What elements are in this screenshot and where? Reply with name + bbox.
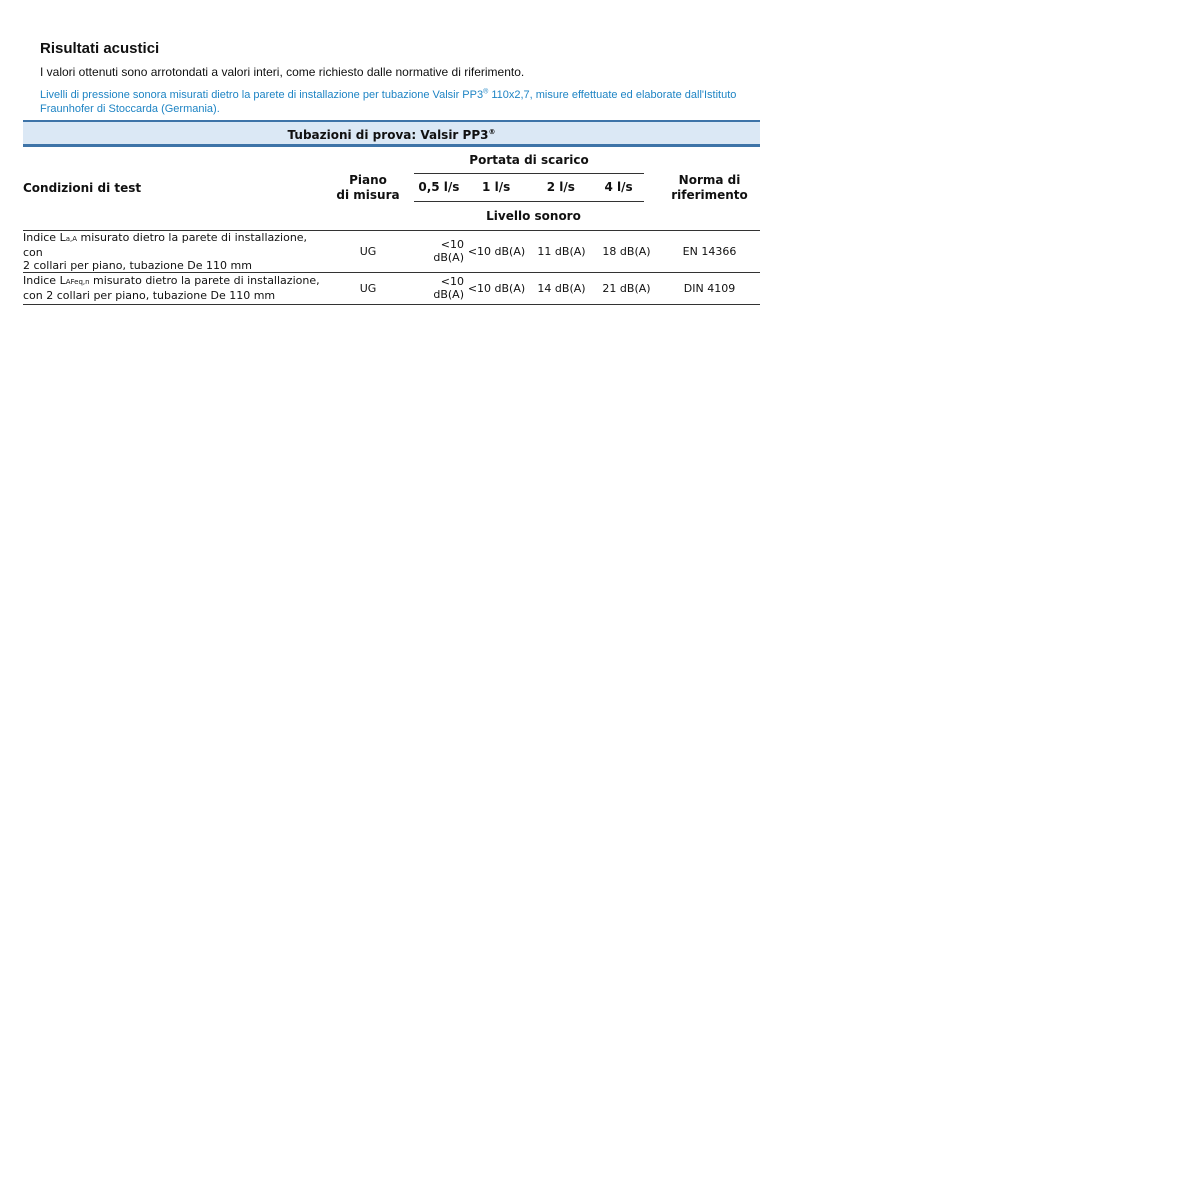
row-1-value-0-5: <10 dB(A) [408, 230, 464, 272]
section-title: Risultati acustici [40, 40, 160, 57]
flow-4: 4 l/s [604, 180, 633, 194]
table-caption [40, 89, 760, 116]
caption-text-2: 110x2,7, misure effettuate ed elaborate dall'Istituto Fraunhofer di Stoccarda (Germania). [40, 89, 737, 115]
flow-1: 1 l/s [482, 180, 511, 194]
row-1-cond-pre: Indice L [23, 230, 66, 244]
header-piano-line2: di misura [336, 188, 400, 203]
flow-2: 2 l/s [546, 180, 575, 194]
header-row-flow [23, 147, 760, 174]
row-1-value-4: 18 dB(A) [594, 230, 659, 272]
table-title: Tubazioni di prova: Valsir PP3 [287, 128, 489, 142]
row-1-piano: UG [328, 230, 408, 272]
flow-values-row [414, 174, 644, 202]
row-2-norm: DIN 4109 [659, 272, 760, 304]
intro-text: I valori ottenuti sono arrotondati a valori interi, come richiesto dalle normative di riferimento. [40, 65, 525, 79]
row-2-value-4: 21 dB(A) [594, 272, 659, 304]
header-level-group: Livello sonoro [408, 202, 659, 230]
row-1-conditions [23, 230, 328, 272]
header-flow-group-label: Portata di scarico [414, 147, 644, 174]
caption-text-1: Livelli di pressione sonora misurati dietro la parete di installazione per tubazione Valsir PP3 [40, 89, 484, 101]
row-2-cond-line2: con 2 collari per piano, tubazione De 110 mm [23, 289, 276, 302]
row-2-value-0-5: <10 dB(A) [408, 272, 464, 304]
header-norm-line2: riferimento [671, 188, 748, 203]
acoustic-results-table [23, 120, 760, 305]
row-2-cond-sub: AFeq,n [65, 278, 90, 286]
results-grid [23, 147, 760, 305]
row-2-cond-pre: Indice L [23, 274, 66, 287]
registered-mark: ® [483, 88, 489, 96]
row-1-cond-line2: 2 collari per piano, tubazione De 110 mm [23, 258, 252, 272]
header-norm [659, 147, 760, 230]
table-row [23, 272, 760, 304]
table-row [23, 230, 760, 272]
table-title-registered-mark: ® [488, 128, 496, 136]
row-1-value-2: 11 dB(A) [529, 230, 594, 272]
row-2-value-2: 14 dB(A) [529, 272, 594, 304]
row-2-cond-post: misurato dietro la parete di installazione, [89, 274, 320, 287]
row-1-norm: EN 14366 [659, 230, 760, 272]
row-2-conditions [23, 272, 328, 304]
header-conditions: Condizioni di test [23, 147, 328, 230]
row-2-piano: UG [328, 272, 408, 304]
header-flows-cell [408, 174, 659, 202]
header-norm-line1: Norma di [678, 173, 741, 188]
header-piano-line1: Piano [349, 173, 387, 188]
header-piano [328, 147, 408, 230]
row-2-value-1: <10 dB(A) [464, 272, 529, 304]
row-1-cond-post: misurato dietro la parete di installazione, con [23, 230, 308, 259]
flow-0-5: 0,5 l/s [418, 180, 460, 194]
row-1-value-1: <10 dB(A) [464, 230, 529, 272]
row-1-cond-sub: a,A [65, 234, 78, 243]
header-flow-group [408, 147, 659, 174]
table-title-bar [23, 120, 760, 147]
